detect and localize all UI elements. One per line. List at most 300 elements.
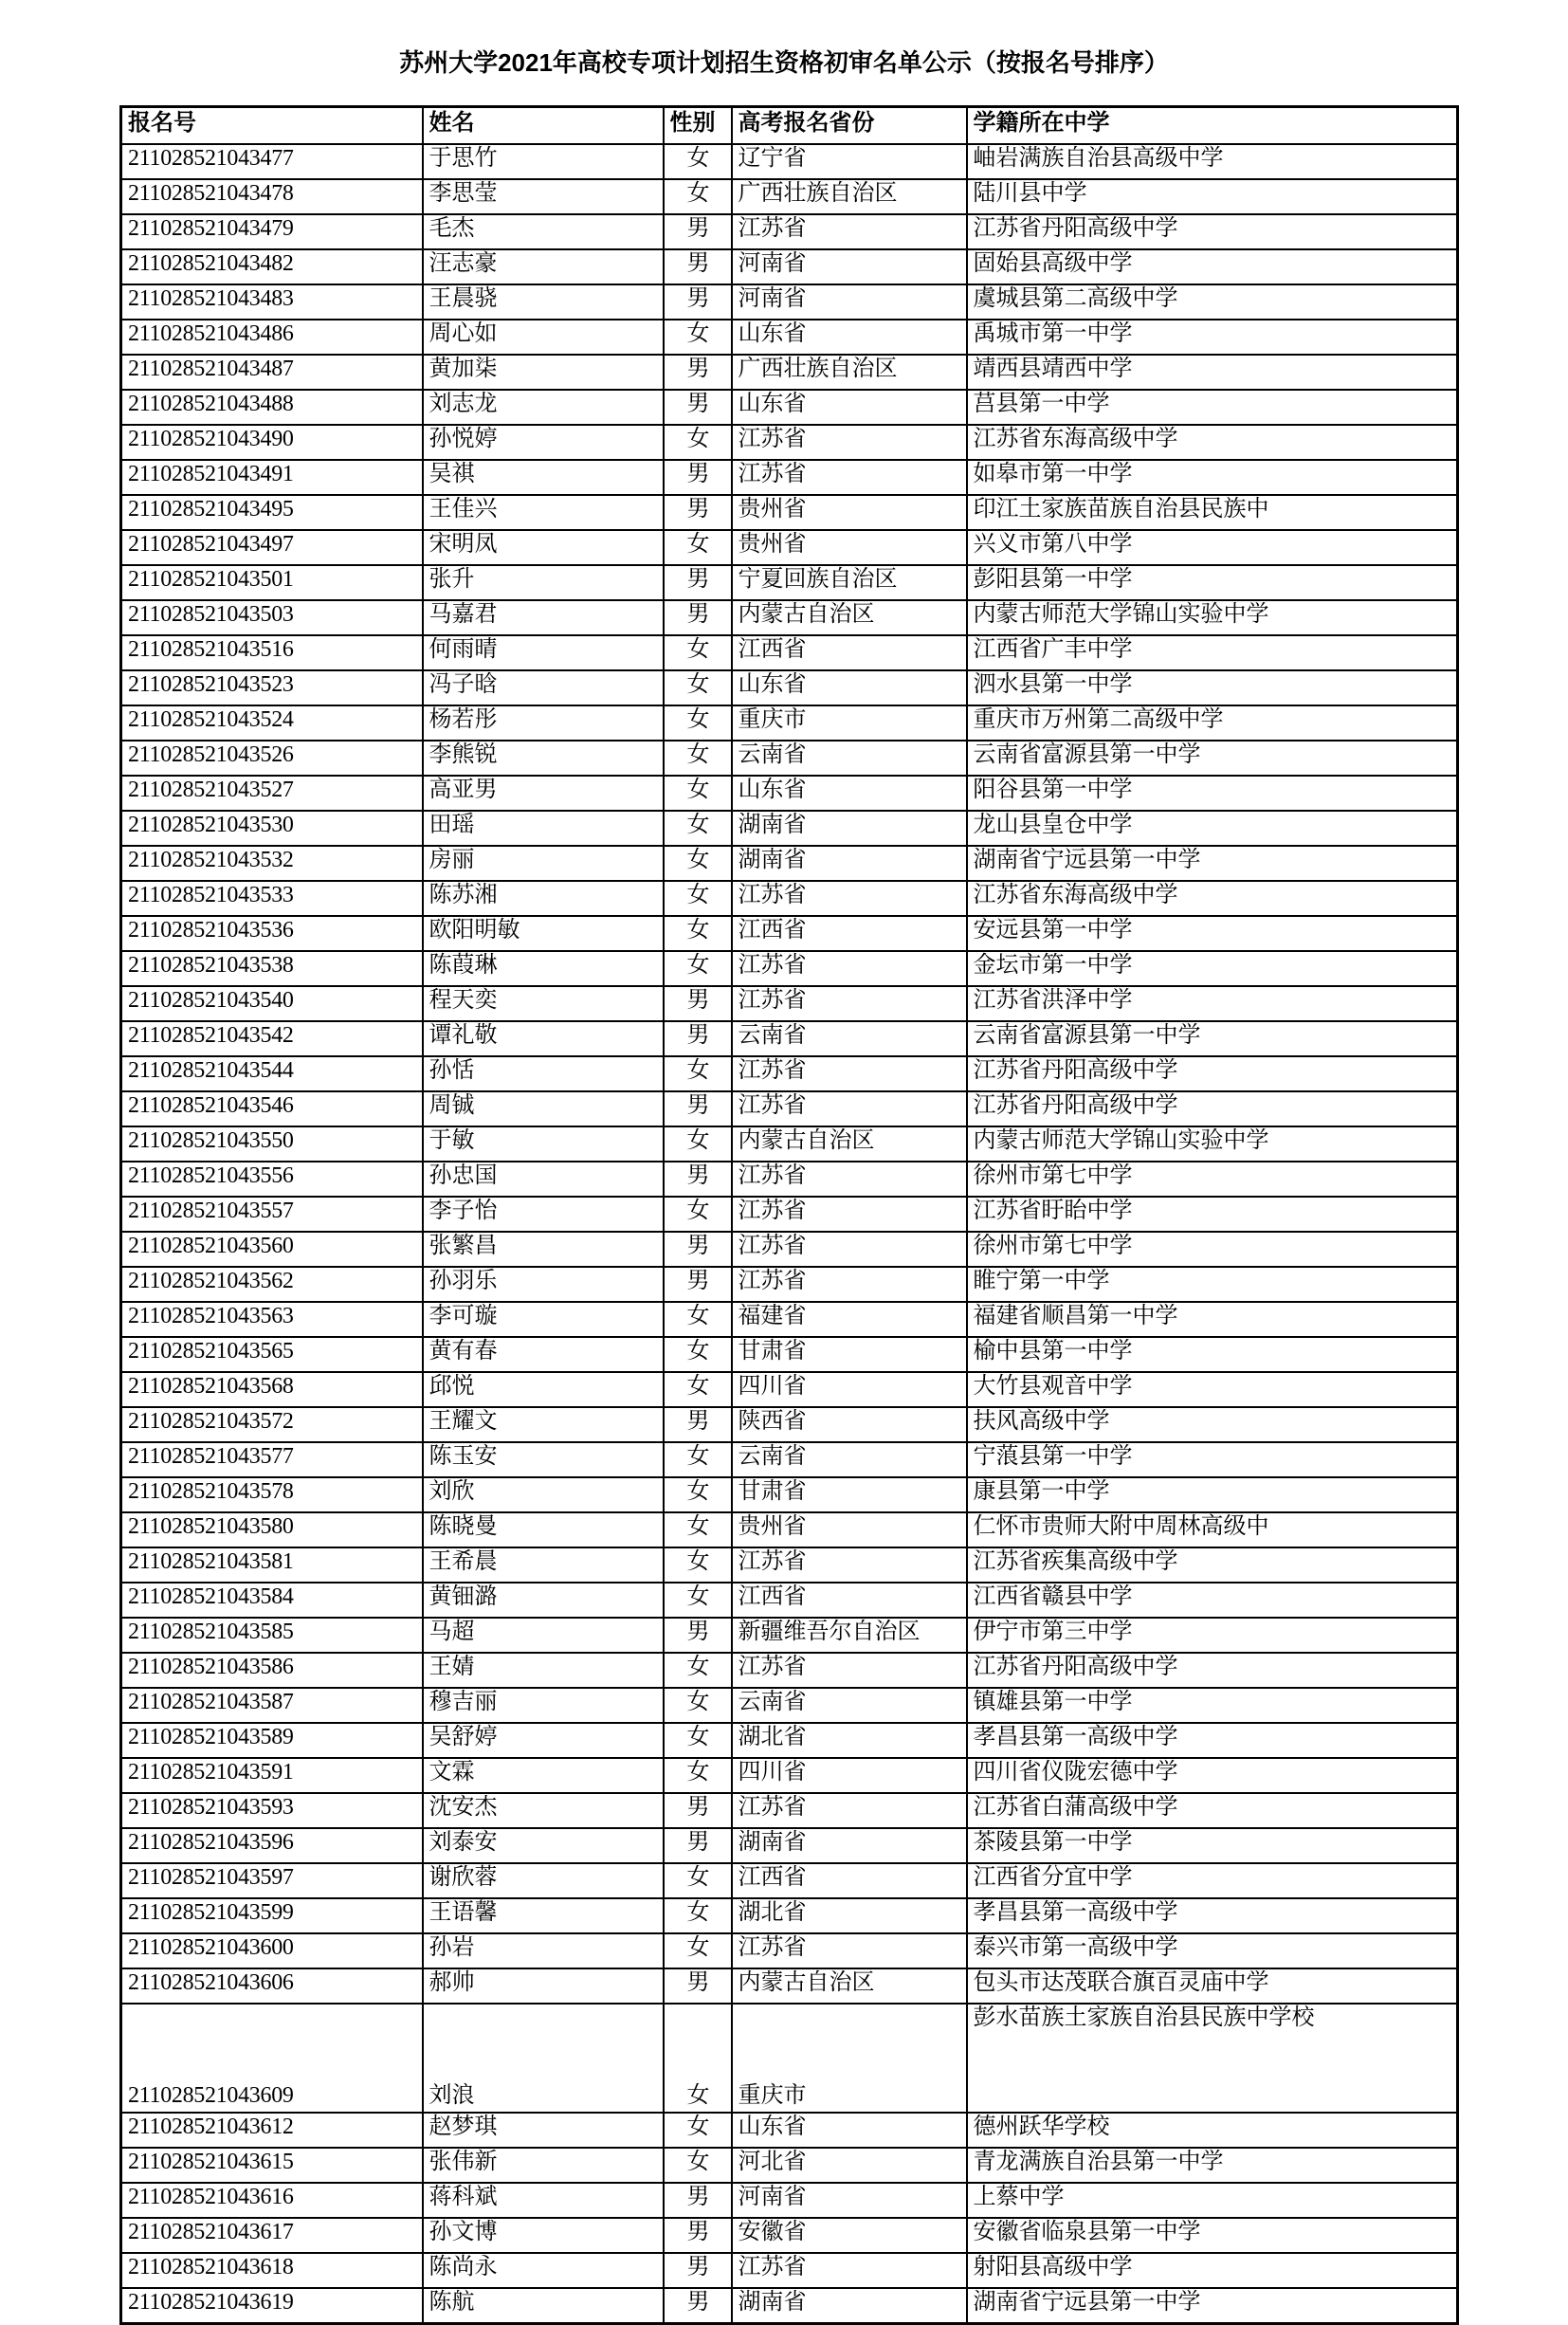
cell-province: 四川省: [732, 1758, 967, 1793]
cell-school: 四川省仪陇宏德中学: [967, 1758, 1458, 1793]
cell-gender: 男: [664, 1021, 732, 1056]
cell-province: 云南省: [732, 1688, 967, 1723]
cell-school: 射阳县高级中学: [967, 2253, 1458, 2288]
cell-gender: 女: [664, 1758, 732, 1793]
cell-gender: 男: [664, 2253, 732, 2288]
cell-registration-id: 211028521043556: [121, 1162, 423, 1197]
cell-province: 湖北省: [732, 1723, 967, 1758]
cell-school: 湖南省宁远县第一中学: [967, 846, 1458, 881]
cell-student-name: 汪志豪: [423, 249, 664, 284]
cell-registration-id: 211028521043538: [121, 951, 423, 986]
cell-gender: 男: [664, 390, 732, 425]
cell-school: 孝昌县第一高级中学: [967, 1723, 1458, 1758]
cell-registration-id: 211028521043501: [121, 565, 423, 600]
cell-school: 固始县高级中学: [967, 249, 1458, 284]
table-row: [121, 881, 1458, 916]
cell-province: 贵州省: [732, 1512, 967, 1547]
cell-registration-id: 211028521043550: [121, 1126, 423, 1162]
cell-province: 江苏省: [732, 1091, 967, 1126]
cell-school: 陆川县中学: [967, 179, 1458, 214]
cell-province: 云南省: [732, 741, 967, 776]
cell-student-name: 陈尚永: [423, 2253, 664, 2288]
cell-gender: 女: [664, 916, 732, 951]
cell-province: 山东省: [732, 670, 967, 705]
cell-registration-id: 211028521043618: [121, 2253, 423, 2288]
cell-student-name: 李思莹: [423, 179, 664, 214]
cell-province: 江苏省: [732, 1197, 967, 1232]
cell-school: 内蒙古师范大学锦山实验中学: [967, 1126, 1458, 1162]
cell-gender: 女: [664, 1863, 732, 1898]
table-row: [121, 776, 1458, 811]
cell-gender: 男: [664, 986, 732, 1021]
cell-student-name: 周心如: [423, 320, 664, 355]
table-row: [121, 1056, 1458, 1091]
cell-student-name: 黄有春: [423, 1337, 664, 1372]
cell-gender: 女: [664, 320, 732, 355]
table-row: [121, 1758, 1458, 1793]
cell-province: 贵州省: [732, 495, 967, 530]
cell-school: 云南省富源县第一中学: [967, 741, 1458, 776]
cell-registration-id: 211028521043486: [121, 320, 423, 355]
table-row: [121, 1618, 1458, 1653]
table-row: [121, 1337, 1458, 1372]
table-header-row: [121, 106, 1458, 144]
table-row: [121, 1477, 1458, 1512]
cell-province: 贵州省: [732, 530, 967, 565]
cell-province: 新疆维吾尔自治区: [732, 1618, 967, 1653]
cell-student-name: 沈安杰: [423, 1793, 664, 1828]
cell-school: 江苏省丹阳高级中学: [967, 1091, 1458, 1126]
cell-student-name: 陈晓曼: [423, 1512, 664, 1547]
cell-student-name: 马嘉君: [423, 600, 664, 635]
cell-school: 江苏省东海高级中学: [967, 881, 1458, 916]
cell-student-name: 李熊锐: [423, 741, 664, 776]
cell-gender: 男: [664, 1162, 732, 1197]
cell-registration-id: 211028521043560: [121, 1232, 423, 1267]
cell-student-name: 王佳兴: [423, 495, 664, 530]
table-row: [121, 355, 1458, 390]
cell-province: 江苏省: [732, 2253, 967, 2288]
cell-student-name: 陈苏湘: [423, 881, 664, 916]
cell-school: 江苏省丹阳高级中学: [967, 1653, 1458, 1688]
cell-gender: 女: [664, 1302, 732, 1337]
cell-registration-id: 211028521043477: [121, 144, 423, 179]
table-row: [121, 1547, 1458, 1583]
cell-school: 龙山县皇仓中学: [967, 811, 1458, 846]
cell-school: 如皋市第一中学: [967, 460, 1458, 495]
cell-gender: 男: [664, 1793, 732, 1828]
cell-province: 江苏省: [732, 986, 967, 1021]
table-body: [121, 144, 1458, 2324]
cell-gender: 女: [664, 846, 732, 881]
cell-school: 茶陵县第一中学: [967, 1828, 1458, 1863]
cell-province: 广西壮族自治区: [732, 179, 967, 214]
cell-gender: 男: [664, 355, 732, 390]
cell-registration-id: 211028521043572: [121, 1407, 423, 1442]
column-header-province: 高考报名省份: [732, 106, 967, 144]
table-row: [121, 600, 1458, 635]
cell-student-name: 高亚男: [423, 776, 664, 811]
cell-province: 河北省: [732, 2148, 967, 2183]
cell-gender: 男: [664, 565, 732, 600]
cell-student-name: 王晨骁: [423, 284, 664, 320]
cell-student-name: 陈玉安: [423, 1442, 664, 1477]
table-row: [121, 1828, 1458, 1863]
table-row: [121, 249, 1458, 284]
cell-registration-id: 211028521043516: [121, 635, 423, 670]
cell-gender: 女: [664, 1126, 732, 1162]
cell-student-name: 李可璇: [423, 1302, 664, 1337]
cell-registration-id: 211028521043540: [121, 986, 423, 1021]
cell-gender: 女: [664, 179, 732, 214]
table-row: [121, 2253, 1458, 2288]
cell-registration-id: 211028521043523: [121, 670, 423, 705]
cell-registration-id: 211028521043568: [121, 1372, 423, 1407]
table-row: [121, 1968, 1458, 2004]
cell-school: 大竹县观音中学: [967, 1372, 1458, 1407]
cell-province: 江苏省: [732, 951, 967, 986]
cell-school: 江西省赣县中学: [967, 1583, 1458, 1618]
cell-gender: 男: [664, 2183, 732, 2218]
cell-student-name: 刘泰安: [423, 1828, 664, 1863]
table-row: [121, 1302, 1458, 1337]
cell-province: 江苏省: [732, 1547, 967, 1583]
cell-school: 兴义市第八中学: [967, 530, 1458, 565]
cell-province: 内蒙古自治区: [732, 600, 967, 635]
cell-registration-id: 211028521043587: [121, 1688, 423, 1723]
cell-school: 泰兴市第一高级中学: [967, 1933, 1458, 1968]
cell-registration-id: 211028521043600: [121, 1933, 423, 1968]
cell-registration-id: 211028521043609: [121, 2004, 423, 2113]
table-row: [121, 1653, 1458, 1688]
table-row: [121, 1933, 1458, 1968]
cell-school: 安远县第一中学: [967, 916, 1458, 951]
cell-gender: 女: [664, 670, 732, 705]
table-row: [121, 179, 1458, 214]
cell-registration-id: 211028521043478: [121, 179, 423, 214]
cell-school: 江苏省丹阳高级中学: [967, 1056, 1458, 1091]
table-row: [121, 144, 1458, 179]
cell-student-name: 王耀文: [423, 1407, 664, 1442]
cell-registration-id: 211028521043544: [121, 1056, 423, 1091]
cell-school: 云南省富源县第一中学: [967, 1021, 1458, 1056]
cell-student-name: 吴舒婷: [423, 1723, 664, 1758]
table-row: [121, 425, 1458, 460]
cell-registration-id: 211028521043577: [121, 1442, 423, 1477]
cell-registration-id: 211028521043490: [121, 425, 423, 460]
cell-province: 河南省: [732, 2183, 967, 2218]
table-row: [121, 1126, 1458, 1162]
column-header-name: 姓名: [423, 106, 664, 144]
cell-student-name: 邱悦: [423, 1372, 664, 1407]
cell-gender: 女: [664, 1337, 732, 1372]
cell-registration-id: 211028521043487: [121, 355, 423, 390]
cell-gender: 男: [664, 1618, 732, 1653]
cell-school: 宁蒗县第一中学: [967, 1442, 1458, 1477]
cell-school: 印江土家族苗族自治县民族中: [967, 495, 1458, 530]
cell-registration-id: 211028521043482: [121, 249, 423, 284]
cell-gender: 女: [664, 144, 732, 179]
cell-student-name: 孙悦婷: [423, 425, 664, 460]
cell-registration-id: 211028521043596: [121, 1828, 423, 1863]
cell-student-name: 李子怡: [423, 1197, 664, 1232]
cell-province: 内蒙古自治区: [732, 1126, 967, 1162]
table-row: [121, 670, 1458, 705]
cell-school: 徐州市第七中学: [967, 1162, 1458, 1197]
table-row: [121, 916, 1458, 951]
cell-province: 四川省: [732, 1372, 967, 1407]
table-row: [121, 811, 1458, 846]
cell-student-name: 陈航: [423, 2288, 664, 2324]
cell-student-name: 田瑶: [423, 811, 664, 846]
cell-school: 禹城市第一中学: [967, 320, 1458, 355]
cell-gender: 女: [664, 1197, 732, 1232]
cell-registration-id: 211028521043589: [121, 1723, 423, 1758]
cell-province: 江苏省: [732, 425, 967, 460]
cell-registration-id: 211028521043580: [121, 1512, 423, 1547]
cell-registration-id: 211028521043546: [121, 1091, 423, 1126]
table-row: [121, 1267, 1458, 1302]
cell-school: 莒县第一中学: [967, 390, 1458, 425]
cell-school: 镇雄县第一中学: [967, 1688, 1458, 1723]
cell-school: 江西省广丰中学: [967, 635, 1458, 670]
cell-student-name: 王婧: [423, 1653, 664, 1688]
cell-school: 伊宁市第三中学: [967, 1618, 1458, 1653]
cell-school: 孝昌县第一高级中学: [967, 1898, 1458, 1933]
cell-school: 福建省顺昌第一中学: [967, 1302, 1458, 1337]
cell-gender: 男: [664, 600, 732, 635]
cell-gender: 女: [664, 1512, 732, 1547]
table-row: [121, 741, 1458, 776]
cell-province: 甘肃省: [732, 1477, 967, 1512]
table-row: [121, 1372, 1458, 1407]
cell-gender: 女: [664, 705, 732, 741]
cell-gender: 男: [664, 460, 732, 495]
cell-registration-id: 211028521043532: [121, 846, 423, 881]
cell-school: 睢宁第一中学: [967, 1267, 1458, 1302]
cell-student-name: 黄钿潞: [423, 1583, 664, 1618]
cell-student-name: 刘浪: [423, 2004, 664, 2113]
table-row: [121, 390, 1458, 425]
cell-school: 岫岩满族自治县高级中学: [967, 144, 1458, 179]
cell-student-name: 刘志龙: [423, 390, 664, 425]
cell-gender: 女: [664, 951, 732, 986]
cell-school: 上蔡中学: [967, 2183, 1458, 2218]
cell-gender: 男: [664, 249, 732, 284]
cell-gender: 女: [664, 1547, 732, 1583]
cell-student-name: 王语馨: [423, 1898, 664, 1933]
cell-school: 泗水县第一中学: [967, 670, 1458, 705]
cell-gender: 女: [664, 881, 732, 916]
page-title: 苏州大学2021年高校专项计划招生资格初审名单公示（按报名号排序）: [399, 48, 1169, 77]
cell-student-name: 蒋科斌: [423, 2183, 664, 2218]
cell-school: 江苏省丹阳高级中学: [967, 214, 1458, 249]
cell-province: 湖南省: [732, 846, 967, 881]
cell-school: 湖南省宁远县第一中学: [967, 2288, 1458, 2324]
cell-school: 内蒙古师范大学锦山实验中学: [967, 600, 1458, 635]
cell-province: 安徽省: [732, 2218, 967, 2253]
cell-student-name: 王希晨: [423, 1547, 664, 1583]
cell-gender: 女: [664, 1442, 732, 1477]
cell-student-name: 何雨晴: [423, 635, 664, 670]
cell-registration-id: 211028521043563: [121, 1302, 423, 1337]
cell-student-name: 张伟新: [423, 2148, 664, 2183]
cell-province: 甘肃省: [732, 1337, 967, 1372]
cell-registration-id: 211028521043597: [121, 1863, 423, 1898]
table-row: [121, 635, 1458, 670]
table-row: [121, 2004, 1458, 2113]
cell-student-name: 于敏: [423, 1126, 664, 1162]
cell-school: 金坛市第一中学: [967, 951, 1458, 986]
table-row: [121, 1442, 1458, 1477]
cell-province: 江苏省: [732, 1793, 967, 1828]
table-row: [121, 1162, 1458, 1197]
cell-student-name: 黄加柒: [423, 355, 664, 390]
cell-gender: 女: [664, 2113, 732, 2148]
cell-school: 江苏省东海高级中学: [967, 425, 1458, 460]
cell-province: 陕西省: [732, 1407, 967, 1442]
cell-school: 德州跃华学校: [967, 2113, 1458, 2148]
table-row: [121, 1512, 1458, 1547]
cell-student-name: 杨若彤: [423, 705, 664, 741]
cell-province: 山东省: [732, 390, 967, 425]
cell-registration-id: 211028521043495: [121, 495, 423, 530]
cell-registration-id: 211028521043483: [121, 284, 423, 320]
cell-school: 榆中县第一中学: [967, 1337, 1458, 1372]
table-row: [121, 846, 1458, 881]
table-row: [121, 495, 1458, 530]
cell-student-name: 孙恬: [423, 1056, 664, 1091]
table-row: [121, 1793, 1458, 1828]
table-row: [121, 565, 1458, 600]
cell-student-name: 张繁昌: [423, 1232, 664, 1267]
cell-school: 徐州市第七中学: [967, 1232, 1458, 1267]
cell-student-name: 刘欣: [423, 1477, 664, 1512]
cell-registration-id: 211028521043586: [121, 1653, 423, 1688]
cell-registration-id: 211028521043585: [121, 1618, 423, 1653]
cell-registration-id: 211028521043536: [121, 916, 423, 951]
cell-province: 山东省: [732, 776, 967, 811]
cell-school: 扶风高级中学: [967, 1407, 1458, 1442]
cell-student-name: 赵梦琪: [423, 2113, 664, 2148]
cell-student-name: 穆吉丽: [423, 1688, 664, 1723]
table-header: [121, 106, 1458, 144]
cell-registration-id: 211028521043612: [121, 2113, 423, 2148]
cell-gender: 男: [664, 1232, 732, 1267]
table-row: [121, 530, 1458, 565]
cell-gender: 女: [664, 1056, 732, 1091]
cell-registration-id: 211028521043527: [121, 776, 423, 811]
cell-gender: 男: [664, 2288, 732, 2324]
cell-gender: 女: [664, 2004, 732, 2113]
cell-gender: 男: [664, 1091, 732, 1126]
cell-registration-id: 211028521043530: [121, 811, 423, 846]
table-row: [121, 214, 1458, 249]
cell-registration-id: 211028521043491: [121, 460, 423, 495]
cell-gender: 男: [664, 1407, 732, 1442]
cell-gender: 女: [664, 1653, 732, 1688]
cell-school: 康县第一中学: [967, 1477, 1458, 1512]
cell-province: 河南省: [732, 284, 967, 320]
cell-gender: 女: [664, 1477, 732, 1512]
cell-gender: 男: [664, 284, 732, 320]
cell-province: 江苏省: [732, 1056, 967, 1091]
cell-registration-id: 211028521043488: [121, 390, 423, 425]
cell-student-name: 孙文博: [423, 2218, 664, 2253]
cell-school: 靖西县靖西中学: [967, 355, 1458, 390]
cell-gender: 男: [664, 1968, 732, 2004]
cell-province: 江西省: [732, 635, 967, 670]
cell-registration-id: 211028521043562: [121, 1267, 423, 1302]
cell-province: 江苏省: [732, 1232, 967, 1267]
cell-registration-id: 211028521043617: [121, 2218, 423, 2253]
cell-school: 江苏省白蒲高级中学: [967, 1793, 1458, 1828]
cell-province: 江苏省: [732, 881, 967, 916]
table-row: [121, 1723, 1458, 1758]
cell-registration-id: 211028521043599: [121, 1898, 423, 1933]
cell-student-name: 程天奕: [423, 986, 664, 1021]
cell-registration-id: 211028521043591: [121, 1758, 423, 1793]
table-row: [121, 1863, 1458, 1898]
roster-table-container: [0, 77, 1568, 2325]
cell-school: 彭阳县第一中学: [967, 565, 1458, 600]
cell-school: 仁怀市贵师大附中周林高级中: [967, 1512, 1458, 1547]
cell-gender: 男: [664, 495, 732, 530]
cell-gender: 女: [664, 530, 732, 565]
cell-province: 江西省: [732, 1863, 967, 1898]
table-row: [121, 320, 1458, 355]
cell-province: 山东省: [732, 2113, 967, 2148]
cell-registration-id: 211028521043557: [121, 1197, 423, 1232]
cell-school: 江苏省洪泽中学: [967, 986, 1458, 1021]
cell-school: 江西省分宜中学: [967, 1863, 1458, 1898]
table-row: [121, 986, 1458, 1021]
cell-province: 湖北省: [732, 1898, 967, 1933]
cell-school: 虞城县第二高级中学: [967, 284, 1458, 320]
cell-province: 江苏省: [732, 1162, 967, 1197]
cell-gender: 女: [664, 2148, 732, 2183]
cell-student-name: 欧阳明敏: [423, 916, 664, 951]
cell-student-name: 孙羽乐: [423, 1267, 664, 1302]
column-header-school: 学籍所在中学: [967, 106, 1458, 144]
column-header-id: 报名号: [121, 106, 423, 144]
cell-registration-id: 211028521043524: [121, 705, 423, 741]
cell-student-name: 于思竹: [423, 144, 664, 179]
cell-student-name: 马超: [423, 1618, 664, 1653]
cell-student-name: 吴祺: [423, 460, 664, 495]
cell-school: 彭水苗族土家族自治县民族中学校: [967, 2004, 1458, 2113]
cell-registration-id: 211028521043606: [121, 1968, 423, 2004]
cell-student-name: 毛杰: [423, 214, 664, 249]
cell-registration-id: 211028521043619: [121, 2288, 423, 2324]
table-row: [121, 1583, 1458, 1618]
cell-province: 云南省: [732, 1021, 967, 1056]
cell-gender: 女: [664, 811, 732, 846]
cell-school: 江苏省疾集高级中学: [967, 1547, 1458, 1583]
cell-registration-id: 211028521043565: [121, 1337, 423, 1372]
cell-student-name: 冯子晗: [423, 670, 664, 705]
cell-province: 湖南省: [732, 1828, 967, 1863]
cell-student-name: 郝帅: [423, 1968, 664, 2004]
cell-gender: 女: [664, 1372, 732, 1407]
cell-gender: 女: [664, 1688, 732, 1723]
cell-school: 包头市达茂联合旗百灵庙中学: [967, 1968, 1458, 2004]
cell-province: 湖南省: [732, 811, 967, 846]
cell-gender: 女: [664, 1898, 732, 1933]
cell-gender: 女: [664, 741, 732, 776]
cell-province: 辽宁省: [732, 144, 967, 179]
table-row: [121, 2148, 1458, 2183]
